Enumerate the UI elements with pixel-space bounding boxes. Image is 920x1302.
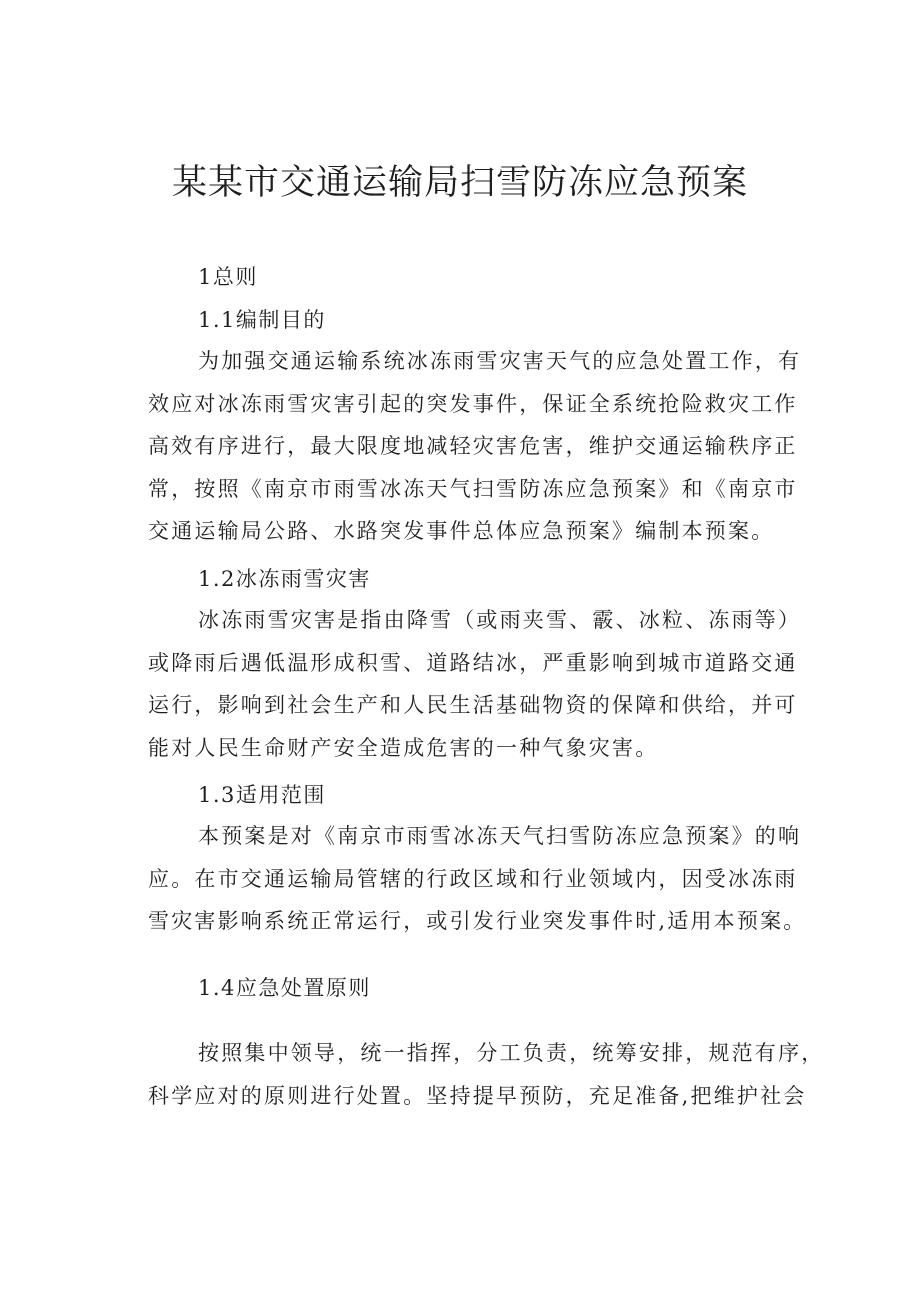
paragraph-line: 冰冻雨雪灾害是指由降雪（或雨夹雪、霰、冰粒、冻雨等） bbox=[198, 608, 802, 632]
section-heading-disaster: 1.2冰冻雨雪灾害 bbox=[198, 567, 371, 591]
paragraph-line: 运行，影响到社会生产和人民生活基础物资的保障和供给，并可 bbox=[148, 693, 798, 718]
paragraph-line: 或降雨后遇低温形成积雪、道路结冰，严重影响到城市道路交通 bbox=[148, 650, 798, 675]
paragraph-line: 为加强交通运输系统冰冻雨雪灾害天气的应急处置工作，有 bbox=[198, 349, 802, 373]
paragraph-line: 效应对冰冻雨雪灾害引起的突发事件，保证全系统抢险救灾工作 bbox=[148, 391, 798, 416]
paragraph-principles bbox=[148, 1032, 825, 1117]
paragraph-line: 科学应对的原则进行处置。坚持提早预防，充足准备,把维护社会 bbox=[148, 1083, 807, 1108]
paragraph-line: 交通运输局公路、水路突发事件总体应急预案》编制本预案。 bbox=[148, 519, 775, 544]
section-heading-principles: 1.4应急处置原则 bbox=[198, 976, 371, 1000]
paragraph-line: 雪灾害影响系统正常运行，或引发行业突发事件时,适用本预案。 bbox=[148, 909, 807, 934]
section-heading-scope: 1.3适用范围 bbox=[198, 783, 326, 807]
paragraph-line: 按照集中领导，统一指挥，分工负责，统筹安排，规范有序， bbox=[198, 1041, 825, 1065]
paragraph-line: 常，按照《南京市雨雪冰冻天气扫雪防冻应急预案》和《南京市 bbox=[148, 476, 798, 501]
paragraph-disaster bbox=[148, 599, 808, 769]
paragraph-scope bbox=[148, 815, 808, 943]
paragraph-line: 应。在市交通运输局管辖的行政区域和行业领域内，因受冰冻雨 bbox=[148, 866, 798, 891]
paragraph-line: 本预案是对《南京市雨雪冰冻天气扫雪防冻应急预案》的响 bbox=[198, 824, 802, 848]
paragraph-purpose bbox=[148, 340, 808, 553]
section-heading-purpose: 1.1编制目的 bbox=[198, 308, 326, 332]
paragraph-line: 高效有序进行，最大限度地减轻灾害危害，维护交通运输秩序正 bbox=[148, 434, 798, 459]
paragraph-line: 能对人民生命财产安全造成危害的一种气象灾害。 bbox=[148, 735, 659, 760]
document-title: 某某市交通运输局扫雪防冻应急预案 bbox=[171, 163, 748, 203]
section-heading-general: 1总则 bbox=[198, 265, 258, 289]
